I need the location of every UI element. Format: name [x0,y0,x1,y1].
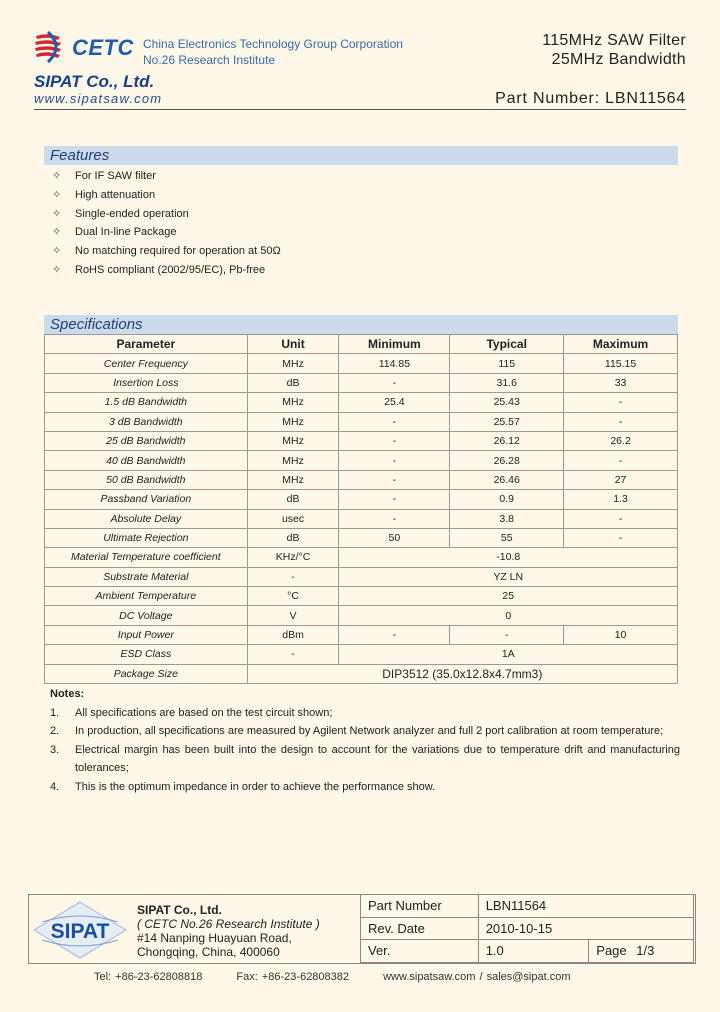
ver-label: Ver. [361,940,479,963]
value-cell: 26.2 [564,431,678,450]
parameter-cell: Package Size [45,664,248,683]
parameter-cell: 40 dB Bandwidth [45,451,248,470]
value-cell: - [564,393,678,412]
value-cell: YZ LN [339,567,678,586]
table-row [45,528,678,547]
value-cell: 3.8 [450,509,564,528]
bullet-icon: ✧ [52,226,62,239]
value-cell: 33 [564,373,678,392]
features-list [52,167,281,280]
table-row [45,354,678,373]
info-row-part [361,895,694,918]
table-row [45,490,678,509]
parameter-cell: DC Voltage [45,606,248,625]
rev-date-label: Rev. Date [361,917,479,940]
feature-item [52,205,281,224]
page-cell [589,940,694,963]
column-header: Minimum [339,335,450,354]
info-row-rev [361,917,694,940]
footer-address-1: #14 Nanping Huayuan Road, [137,931,292,945]
value-cell: 50 [339,528,450,547]
column-header: Typical [450,335,564,354]
feature-text: RoHS compliant (2002/95/EC), Pb-free [75,263,266,276]
features-heading: Features [44,146,678,165]
bullet-icon: ✧ [52,245,62,258]
value-cell: 0.9 [450,490,564,509]
feature-item [52,223,281,242]
value-cell: DIP3512 (35.0x12.8x4.7mm3) [247,664,677,683]
value-cell: - [339,431,450,450]
value-cell: 26.46 [450,470,564,489]
product-title [542,31,686,69]
column-header: Maximum [564,335,678,354]
note-item [50,704,680,723]
value-cell: 10 [564,625,678,644]
contact-line [94,971,571,983]
note-number: 3. [50,743,60,756]
specifications-heading: Specifications [44,315,678,334]
parameter-cell: 1.5 dB Bandwidth [45,393,248,412]
value-cell: - [339,373,450,392]
table-row [45,548,678,567]
table-row [45,373,678,392]
value-cell: dB [247,373,339,392]
table-row [45,567,678,586]
notes-title: Notes: [50,688,85,700]
notes-section [50,685,680,797]
note-number: 2. [50,725,60,738]
table-row [45,451,678,470]
parameter-cell: Substrate Material [45,567,248,586]
feature-item [52,261,281,280]
table-row [45,587,678,606]
bullet-icon: ✧ [52,188,62,201]
footer-company: SIPAT Co., Ltd. [137,903,222,917]
value-cell: °C [247,587,339,606]
value-cell: - [339,470,450,489]
value-cell: 25.57 [450,412,564,431]
value-cell: dBm [247,625,339,644]
corp-line-2: No.26 Research Institute [143,53,276,67]
parameter-cell: 3 dB Bandwidth [45,412,248,431]
value-cell: - [450,625,564,644]
value-cell: - [339,625,450,644]
feature-text: No matching required for operation at 50Ω [75,245,281,258]
note-item [50,778,680,797]
rev-date-value: 2010-10-15 [478,917,693,940]
value-cell: MHz [247,393,339,412]
value-cell: - [564,509,678,528]
footer-institute: ( CETC No.26 Research Institute ) [137,917,320,931]
table-row [45,470,678,489]
note-item [50,722,680,741]
note-text: In production, all specifications are measured by Agilent Network analyzer and full 2 port calibration at room temperature; [75,725,664,738]
value-cell: usec [247,509,339,528]
value-cell: - [564,528,678,547]
value-cell: 26.28 [450,451,564,470]
value-cell: 31.6 [450,373,564,392]
parameter-cell: Absolute Delay [45,509,248,528]
footer-company-block [137,903,320,959]
value-cell: -10.8 [339,548,678,567]
parameter-cell: 50 dB Bandwidth [45,470,248,489]
feature-text: Dual In-line Package [75,226,177,239]
column-header: Unit [247,335,339,354]
corporation-name [143,36,403,68]
table-row [45,509,678,528]
value-cell: V [247,606,339,625]
parameter-cell: Center Frequency [45,354,248,373]
value-cell: 25 [339,587,678,606]
feature-item [52,167,281,186]
parameter-cell: ESD Class [45,645,248,664]
part-number-value: LBN11564 [478,895,693,918]
info-row-ver [361,940,694,963]
document-info-table [360,894,694,963]
sipat-logo-icon [32,900,128,960]
specifications-table [44,334,678,684]
parameter-cell: 25 dB Bandwidth [45,431,248,450]
footer-web-email: www.sipatsaw.com / sales@sipat.com [383,971,571,983]
page-value: 1/3 [636,943,655,959]
sipat-logo-text: SIPAT [50,920,110,943]
part-number-label: Part Number [361,895,479,918]
feature-text: High attenuation [75,188,156,201]
table-row [45,431,678,450]
feature-text: Single-ended operation [75,207,189,220]
value-cell: MHz [247,470,339,489]
product-line-2: 25MHz Bandwidth [551,51,686,68]
value-cell: - [339,509,450,528]
table-header-row [45,335,678,354]
column-header: Parameter [45,335,248,354]
value-cell: dB [247,490,339,509]
footer-address-2: Chongqing, China, 400060 [137,945,280,959]
feature-item [52,186,281,205]
corp-line-1: China Electronics Technology Group Corporation [143,37,403,51]
value-cell: MHz [247,354,339,373]
value-cell: 25.43 [450,393,564,412]
page-label: Page [596,943,627,959]
ver-value: 1.0 [478,940,589,963]
value-cell: 0 [339,606,678,625]
value-cell: MHz [247,431,339,450]
value-cell: MHz [247,412,339,431]
company-name: SIPAT Co., Ltd. [34,72,155,91]
value-cell: 1A [339,645,678,664]
feature-text: For IF SAW filter [75,170,156,182]
parameter-cell: Ambient Temperature [45,587,248,606]
cetc-logo-text: CETC [72,35,134,60]
parameter-cell: Material Temperature coefficient [45,548,248,567]
table-row [45,412,678,431]
bullet-icon: ✧ [52,207,62,220]
note-number: 4. [50,780,60,793]
footer-fax: Fax: +86-23-62808382 [236,971,350,983]
table-row [45,393,678,412]
value-cell: - [247,567,339,586]
value-cell: 115.15 [564,354,678,373]
value-cell: - [339,490,450,509]
note-text: This is the optimum impedance in order to achieve the performance show. [75,780,436,793]
value-cell: 114.85 [339,354,450,373]
value-cell: - [339,451,450,470]
parameter-cell: Insertion Loss [45,373,248,392]
value-cell: 27 [564,470,678,489]
product-line-1: 115MHz SAW Filter [542,32,686,49]
value-cell: - [564,412,678,431]
parameter-cell: Passband Variation [45,490,248,509]
table-row [45,645,678,664]
value-cell: 55 [450,528,564,547]
bullet-icon: ✧ [52,170,62,182]
header-divider [34,109,686,110]
value-cell: - [564,451,678,470]
bullet-icon: ✧ [52,263,62,276]
value-cell: MHz [247,451,339,470]
part-number: Part Number: LBN11564 [495,90,686,107]
feature-item [52,242,281,261]
value-cell: 25.4 [339,393,450,412]
value-cell: - [339,412,450,431]
parameter-cell: Ultimate Rejection [45,528,248,547]
table-row [45,625,678,644]
value-cell: - [247,645,339,664]
note-text: Electrical margin has been built into the design to account for the variations due to temperature drift and manufacturing tolerances; [75,743,680,775]
value-cell: 26.12 [450,431,564,450]
value-cell: KHz/°C [247,548,339,567]
value-cell: 1.3 [564,490,678,509]
value-cell: 115 [450,354,564,373]
table-row [45,664,678,683]
note-item [50,741,680,778]
note-text: All specifications are based on the test circuit shown; [75,706,333,719]
note-number: 1. [50,706,60,719]
parameter-cell: Input Power [45,625,248,644]
value-cell: dB [247,528,339,547]
company-website: www.sipatsaw.com [34,91,163,106]
table-row [45,606,678,625]
footer-tel: Tel: +86-23-62808818 [94,971,203,983]
